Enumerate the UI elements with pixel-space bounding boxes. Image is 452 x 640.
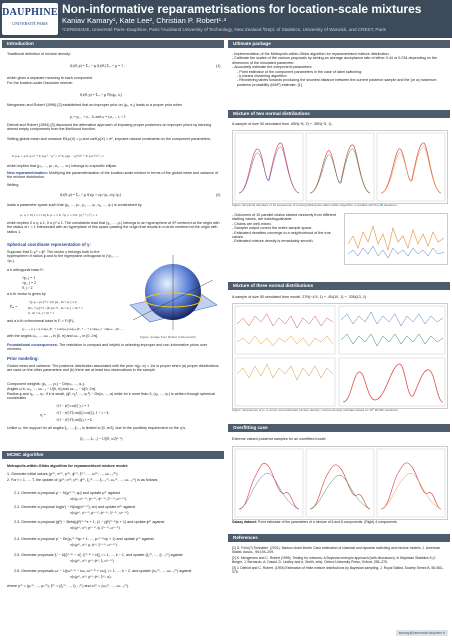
eta-lhs: ηᵢ = bbox=[40, 413, 46, 417]
ultimate-item-3: - Accurately estimate the component parameters: bbox=[232, 65, 313, 70]
overfit-panel-3 bbox=[377, 449, 445, 517]
ultimate-item-3a: - Point estimator of the component parameters in the case of label switching: bbox=[237, 69, 363, 74]
foundational-label: Foundational consequences: bbox=[7, 343, 59, 347]
reference-2: [2] K. Mengersen and C. Robert (1996). Testing for mixtures: A Bayesian entropic approach (with discussion). In Bayesian Statistics 5 (J. Berger, J. Bernardo, A. Dawid, D. Lindley and A. Smith, eds). Oxford University Press, Oxford, 255–276. bbox=[232, 556, 437, 564]
overfit-panel-2 bbox=[306, 449, 374, 517]
new-reparametrisation-text bbox=[7, 171, 222, 180]
intro-p6: which implies that (μ₁, ..., μₖ, σ₁, ..., σₖ) belongs to a specific ellipse. bbox=[7, 164, 118, 168]
foundational-text bbox=[7, 343, 222, 352]
mcmc-step-1: 1. Generate initial values (μ⁽⁰⁾, σ⁽⁰⁾, p⁽⁰⁾, ϕ⁽⁰⁾, ξ⁽⁰⁾, ..., ω⁽⁰⁾, ..., ωₖ₋₂⁽⁰⁾). bbox=[7, 472, 119, 476]
spherical-title bbox=[7, 243, 91, 247]
section-ultimate-package: Ultimate package bbox=[228, 40, 450, 48]
orthonormal-note: with the angles ω₁, ..., ωₖ₋₃ in [0, π] and ωₖ₋₂ in [0, 2π]. bbox=[7, 334, 99, 338]
orthonormal-equation: (γ₁, ..., γₖ) = ϕ cos(ω₁)F₁ + ϕ sin(ω₁)cos(ω₂)F₂ + ... + ϕ sin(ω₁)···sin(ωₖ₋₂)Fₖ₋₁ bbox=[22, 327, 123, 331]
mcmc-step-2-4: 2.4. Generate a proposal p′ ~ Dir(p₁⁽ᵗ⁻¹⁾εp + 1, ..., pₖ⁽ᵗ⁻¹⁾εp + 1) and update p⁽ᵗ⁾ against bbox=[14, 537, 154, 541]
ultimate-item-3b: - k-means clustering algorithm. bbox=[237, 74, 288, 79]
mcmc-step-2-4-target: π(x|μ⁽ᵗ⁾, σ⁽ᵗ⁾, p, ϕ⁽ᵗ⁾, ξ⁽ᵗ⁻¹⁾, ω⁽ᵗ⁻¹⁾). bbox=[70, 543, 118, 547]
equation-1: f(x|θ, p) = Σᵢ₌₁ᵏ pᵢ f(x|θᵢ) Σᵢ₌₁ᵏ pᵢ = 1 . bbox=[70, 64, 125, 68]
new-reparametrisation-body: Modifying the parameterisation of the location-scale mixture in terms of the global mean and variance of the mixture distribution. bbox=[7, 171, 219, 180]
ultimate-item-3b-text: k-means clustering algorithm. bbox=[239, 74, 288, 79]
mix3-figure bbox=[232, 303, 448, 409]
mix2-trace-plot bbox=[345, 214, 447, 264]
mcmc-heading: Metropolis-within-Gibbs algorithm for reparametrised mixture model: bbox=[7, 464, 129, 468]
kth-case-1: −(p₁p₂...pₖ)^½ / (Σₗ pₗ) , m < k, j ≤ k bbox=[28, 300, 77, 304]
intro-p2a: which gives a separate meaning to each component. bbox=[7, 76, 94, 80]
density-panel-1 bbox=[235, 133, 303, 201]
overfitting-text: Extreme valued posterior samples for an overfitted model. bbox=[232, 437, 327, 441]
spherical-title-text: Spherical coordinate representation of γ: bbox=[7, 242, 91, 247]
ultimate-item-3a-text: Point estimator of the component parameters in the case of label switching: bbox=[239, 69, 363, 74]
equation-constraints: Σᵢ pᵢμᵢ = μ Σᵢ pᵢσᵢ² + Σᵢ pᵢμᵢ² − μ² = σ² Σᵢ pᵢ(μᵢ − μ)²/σ² + Σᵢ pᵢσᵢ²/σ² = 1 bbox=[12, 154, 104, 158]
mix2-density-figure bbox=[232, 130, 448, 204]
sphere-figure bbox=[125, 250, 220, 335]
ultimate-list bbox=[232, 52, 447, 87]
mcmc-step-2-3: 2.3. Generate a proposal (ϕ²)′ ~ Beta((ϕ²)⁽ᵗ⁻¹⁾ε + 1, (1 − (ϕ²)⁽ᵗ⁻¹⁾)ε + 1) and update ϕ⁽ᵗ⁾ against bbox=[14, 520, 165, 524]
intro-p2b: For the location-scale Gaussian mixture: bbox=[7, 81, 73, 85]
reference-1: [1] G. Folio(?) Schnatter. (2001). Markov chain Monte Carlo estimation of classical and dynamic switching and mixture models. J. American Statist. Assoc., 96:194–209. bbox=[232, 546, 441, 554]
section-mixture-two: Mixture of two normal distributions bbox=[228, 110, 450, 118]
mcmc-step-2-5: 2.5. Generate proposals ξᵢ′ ~ U[ξᵢ⁽ᵗ⁻¹⁾ − εξ, ξᵢ⁽ᵗ⁻¹⁾ + εξ], i = 1, ..., k − 1, and update (ξ₁⁽ᵗ⁾, ..., ξₖ₋₁⁽ᵗ⁾) against bbox=[14, 553, 183, 557]
density-panel-3 bbox=[377, 133, 445, 201]
mcmc-step-2-6-target: π(x|μ⁽ᵗ⁾, σ⁽ᵗ⁾, p⁽ᵗ⁾, ϕ⁽ᵗ⁾, ξ⁽ᵗ⁾, ω). bbox=[70, 575, 112, 579]
mix2-trace-figure bbox=[344, 213, 448, 265]
mcmc-step-2-5-target: π(x|μ⁽ᵗ⁾, σ⁽ᵗ⁾, p⁽ᵗ⁾, ϕ⁽ᵗ⁾, ξ, ω⁽ᵗ⁻¹⁾). bbox=[70, 559, 115, 563]
section-introduction: Introduction bbox=[2, 40, 224, 48]
ultimate-item-1: - Implementation of the Metropolis-within-Gibbs algorithm for reparametrised mixture distribution. bbox=[232, 52, 390, 56]
mcmc-step-2-3-target: π(x|μ⁽ᵗ⁾, σ⁽ᵗ⁾, p⁽ᵗ⁻¹⁾, ϕ, ξ⁽ᵗ⁻¹⁾, ω⁽ᵗ⁻¹⁾). bbox=[70, 526, 121, 530]
equation-condition: μᵢ = μᵢ₋₁ + σᵢ₋₁δᵢ and σᵢ = τᵢσᵢ₋₁, τᵢ < 1 bbox=[70, 115, 126, 119]
poster-authors: Kaniav Kamary¹, Kate Lee², Christian P. Robert¹·³ bbox=[62, 16, 227, 25]
ultimate-item-3-text: Accurately estimate the component parameters: bbox=[234, 65, 313, 70]
density-panel-2 bbox=[306, 133, 374, 201]
equation-gaussian: f(x|θ, p) = Σᵢ₌₁ᵏ pᵢ N(x|μᵢ, σᵢ) bbox=[80, 93, 122, 97]
mix3-trace-plots bbox=[233, 304, 447, 408]
mix2-bullet-3-text: Sampler output covers the entire sample space. bbox=[234, 226, 313, 231]
prior-radius: Radius ϕ and η₁, ..., ηₖ: if k is small, (ϕ², η₁², ..., ηₖ²) ~ Dir(α, ..., α) while for k more than 3, (η₁, ..., ηₖ) is written through spherical coordinates bbox=[7, 392, 215, 401]
basis-row-1: √pᵢ, j = 1 bbox=[22, 276, 36, 280]
poster-affiliations: ¹CEREMADE, Université Paris–Dauphine, Paris ²Auckland University of Technology, New Zealand ³Dept. of Statistics, University of Warwick, and CREST, Paris bbox=[62, 27, 386, 32]
sphere-figure-caption: Figure: (image from Robert Calzonovich) bbox=[140, 335, 196, 339]
eta-case-2: √(1 − ϕ²) Πⱼ sin(ξⱼ) cos(ξᵢ), 1 < i < k bbox=[56, 411, 109, 415]
mcmc-step-2-1: 2.1. Generate a proposal μ′ ~ N(μ⁽ᵗ⁻¹⁾, εμ) and update μ⁽ᵗ⁾ against bbox=[14, 491, 120, 495]
kth-vector-text: a k-th vector is given by bbox=[7, 292, 46, 296]
mix2-bullet-5-text: Estimated mixture density is remarkably smooth. bbox=[234, 239, 314, 244]
section-overfitting: Overfitting case bbox=[228, 424, 450, 432]
implies-text: which implies 0 ≤ ηᵢ ≤ 1, 0 ≤ γᵢ² ≤ 1. The constraints lead that (γ₁, ..., γₖ) belongs to an hypersphere of ℝᵏ centered at the origin with the radius of r = 1 intersected with an hyperplane of this space passing the origin that results in a circle centered at the origin with radius 1. bbox=[7, 221, 220, 234]
intro-p3: Mengersen and Robert (1996) [2] established that an improper prior on (μ₁, σ₁) leads to a proper prior when bbox=[7, 103, 182, 107]
mix3-caption: Figure: Sequences of μᵢ, σᵢ and pᵢ and estimated mixture density; mixture density estimate based on 10⁵ MCMC iterations. bbox=[232, 408, 399, 412]
mcmc-step-2-6: 2.6. Generate proposals ωᵢ′ ~ U[ωᵢ⁽ᵗ⁻¹⁾ − εω, ωᵢ⁽ᵗ⁻¹⁾ + εω], i = 1, ..., k − 2, and update (ω₁⁽ᵗ⁾, ..., ωₖ₋₂⁽ᵗ⁾) against bbox=[14, 569, 192, 573]
ultimate-item-4-text: Reordering labels towards producing the shortest distance between the current posterior sample and the (or a) maximum posterior probability (MAP) estimate. [1] bbox=[237, 78, 437, 87]
ultimate-item-1-text: Implementation of the Metropolis-within-Gibbs algorithm for reparametrised mixture distribution. bbox=[234, 52, 390, 56]
logo-line1: DAUPHINE bbox=[2, 7, 58, 18]
sphere-plane-diagram bbox=[125, 250, 220, 335]
galaxy-label: Galaxy dataset: bbox=[232, 520, 258, 524]
spherical-text2: a k orthogonal base Fᵢ: bbox=[7, 268, 45, 272]
overfit-panel-1 bbox=[235, 449, 303, 517]
reference-3: [3] J. Diebolt and C. Robert. (1994) Estimation of finite mixture distributions by Bayesian sampling. J. Royal Statist. Society Series B, 56:363–375. bbox=[232, 566, 444, 574]
ultimate-item-4: - Reordering labels towards producing the shortest distance between the current posterior sample and the (or a) maximum posterior probability (MAP) estimate. [1] bbox=[237, 78, 437, 87]
prior-angles: Angles ω's: ω₁, ..., ωₖ₋₃ ~ U[0, π] and ωₖ₋₂ ~ U[0, 2π]. bbox=[7, 387, 97, 391]
kth-case-3: 0 , m < k, j > m + 1 bbox=[28, 311, 55, 315]
intro-p4: Diebolt and Robert (1994) [3] discussed the alternative approach of imposing proper posteriors on improper priors by banning almost empty components from the likelihood function. bbox=[7, 123, 212, 132]
mix2-bullet-2: - Chains are well-mixed. bbox=[232, 221, 272, 226]
mix2-bullet-1-text: Outcomes of 10 parallel chains started randomly from different starting values, are indistinguishable. bbox=[232, 213, 337, 222]
overfitting-figure bbox=[232, 446, 448, 520]
poster-header bbox=[0, 0, 452, 38]
mix2-bullet-4: - Estimated densities converge to a neighborhood of the true values. bbox=[232, 230, 331, 240]
foundational-body: The restriction is compact and helpful in selecting improper and non-informative priors over mixtures. bbox=[7, 343, 208, 352]
eta-cases bbox=[56, 403, 108, 424]
mix2-bullet-1: - Outcomes of 10 parallel chains started randomly from different starting values, are indistinguishable. bbox=[232, 213, 337, 222]
basis-vector bbox=[22, 276, 36, 291]
intro-p5: Setting global mean and variance Eθ,p(X) = μ and varθ,p(X) = σ², imposes natural constraints on the component parameters; bbox=[7, 137, 211, 141]
galaxy-body: Point estimator of the parameters of a mixture of 6 and 8 components. (Right) 4 components. bbox=[258, 520, 398, 524]
mix2-bullet-3: - Sampler output covers the entire sample space. bbox=[232, 226, 313, 231]
equation-2-number: (2) bbox=[216, 193, 221, 197]
prior-global-mean: Global mean and variance: The posterior distribution associated with the prior π(μ, σ) = 1/σ is proper when (a) proper distributions are used on the other parameters and (b) there are at least two observations in the sample. bbox=[7, 364, 219, 373]
kth-case-2: (Σₗ₌₁ᵏ pₗ)^½ / (Σ pₗ)^½ , m < k, j = m + 1 bbox=[28, 305, 83, 310]
mcmc-step-2-2: 2.2. Generate a proposal log(σ′) ~ N(log(σ⁽ᵗ⁻¹⁾), εσ) and update σ⁽ᵗ⁾ against bbox=[14, 505, 136, 509]
eta-case-3: √(1 − ϕ²) Πⱼ sin(ξⱼ), i = k bbox=[56, 418, 93, 422]
mix3-density-panel bbox=[339, 358, 445, 406]
eta-case-1: √(1 − ϕ²) cos(ξ₁), i = 1 bbox=[56, 404, 90, 408]
mix2-bullets bbox=[232, 213, 340, 244]
mix3-text: A sample of size 50 simulated from model .27N(−4.5, 1) + .4N(10, 1) + .33N(13, 1) bbox=[232, 295, 367, 299]
equation-2: f(x|θ, p) = Σᵢ₌₁ᵏ pᵢ f(x|μ + σγᵢ/√pᵢ, σηᵢ/√pᵢ) bbox=[60, 193, 121, 197]
mix2-density-plots bbox=[233, 131, 447, 203]
equation-space: pᵢ, ηᵢ ≥ 0 (1 ≤ i ≤ k) Σᵢ pᵢ = 1 Σᵢ √pᵢ γᵢ = 0 Σᵢ {ηᵢ² + γᵢ²} = 1 bbox=[20, 213, 98, 217]
section-mcmc: MCMC algorithm bbox=[2, 451, 224, 459]
mix2-text: A sample of size 50 simulated from .65N(−8, 2) + .35N(−5, 1). bbox=[232, 122, 333, 126]
mix2-bullet-2-text: Chains are well-mixed. bbox=[234, 221, 272, 226]
kth-vector-cases bbox=[28, 300, 83, 317]
new-reparametrisation-label: New reparametrisation: bbox=[7, 171, 48, 175]
logo-line2: UNIVERSITÉ PARIS bbox=[12, 21, 48, 26]
prior-title bbox=[7, 357, 39, 361]
prior-title-text: Prior modeling: bbox=[7, 356, 39, 361]
writing-text: Writing bbox=[7, 183, 19, 187]
ultimate-item-2: - Calibrate the scales of the various proposals by aiming an average acceptance rate of either 0.44 or 0.234 depending on the dimension of the simulated parameter. bbox=[232, 56, 438, 65]
contact-email[interactable]: kamary@ceremade.dauphine.fr bbox=[396, 630, 448, 636]
mcmc-step-2-1-target: π(x|μ, σ⁽ᵗ⁻¹⁾, p⁽ᵗ⁻¹⁾, ϕ⁽ᵗ⁻¹⁾, ξ⁽ᵗ⁻¹⁾, ω⁽ᵗ⁻¹⁾). bbox=[70, 497, 127, 501]
mix2-caption: Figure: Empirical densities of 10 sequences of running Metropolis-within-Gibbs algorithm in parallel with 5e+05 iterations. bbox=[232, 203, 398, 207]
orthonormal-text: and a k-th orthonormal base is Fᵢ = Fᵢ/|Fᵢ|. bbox=[7, 319, 75, 323]
overfitting-plots bbox=[233, 447, 447, 519]
poster-title: Non-informative reparametrisations for location-scale mixtures bbox=[62, 2, 422, 16]
prior-unlike: Unlike ω, the support for all angles ξ₁, ..., ξₖ₋₁ is limited to [0, π/2], due to the positivity requirement on the ηᵢ's. bbox=[7, 426, 187, 430]
kth-vector-lhs: F̃ₘ = bbox=[10, 305, 18, 309]
ultimate-item-2-text: Calibrate the scales of the various proposals by aiming an average acceptance rate of either 0.44 or 0.234 depending on the dimension of the simulated parameter. bbox=[232, 56, 438, 65]
dauphine-logo bbox=[2, 3, 58, 35]
basis-row-2: √p₂, j = 2 bbox=[22, 281, 36, 285]
section-mixture-three: Mixture of three normal distributions bbox=[228, 282, 450, 290]
references-list bbox=[232, 546, 447, 574]
mcmc-step-2: 2. For t = 1, ..., T, the update of (μ⁽ᵗ⁾, σ⁽ᵗ⁾, p⁽ᵗ⁾, ϕ⁽ᵗ⁾, ξ₁⁽ᵗ⁾, ..., ξₖ₋₁⁽ᵗ⁾, ω₁⁽ᵗ⁾, ..., ωₖ₋₂⁽ᵗ⁾) is as follows; bbox=[7, 478, 159, 482]
mix2-bullet-5: - Estimated mixture density is remarkably smooth. bbox=[232, 239, 314, 244]
mix2-bullet-4-text: Estimated densities converge to a neighborhood of the true values. bbox=[232, 230, 331, 240]
spherical-text1: Suppose that Σᵢ γᵢ² = ϕ². The vector γ belongs both to the hypersphere of radius ϕ and to the hyperplane orthogonal to (√p₁, ..., √pₖ). bbox=[7, 250, 119, 263]
equation-1-number: (1) bbox=[216, 64, 221, 68]
prior-xi: (ξ₁, ..., ξₖ₋₁) ~ U([0, π/2]ᵏ⁻¹) bbox=[80, 437, 123, 441]
basis-row-3: 0, j > 2 bbox=[22, 286, 33, 290]
mcmc-where: where p⁽ᵗ⁾ = (p₁⁽ᵗ⁾, ..., pₖ⁽ᵗ⁾), ξ⁽ᵗ⁾ = (ξ₁⁽ᵗ⁾, ..., ξₖ₋₁⁽ᵗ⁾) and ω⁽ᵗ⁾ = (ω₁⁽ᵗ⁾, ..., ωₖ₋₂⁽ᵗ⁾). bbox=[7, 584, 130, 588]
intro-p1: Traditional definition of mixture density: bbox=[7, 52, 71, 56]
section-references: References bbox=[228, 534, 450, 542]
mcmc-step-2-2-target: π(x|μ⁽ᵗ⁾, σ⁽ᵗ⁻¹⁾, p⁽ᵗ⁻¹⁾, ϕ⁽ᵗ⁻¹⁾, ξ⁽ᵗ⁻¹⁾, ω⁽ᵗ⁻¹⁾). bbox=[70, 511, 130, 515]
prior-component-weights: Component weights: (p₁, ..., pₖ) ~ Dir(α₀, ..., α₀). bbox=[7, 382, 86, 386]
param-space-text: leads a parameter space such that (p₁, ..., pₖ, γ₁, ..., γₖ, η₁, ..., ηₖ) is constrained by bbox=[7, 203, 142, 207]
galaxy-text bbox=[232, 520, 447, 524]
